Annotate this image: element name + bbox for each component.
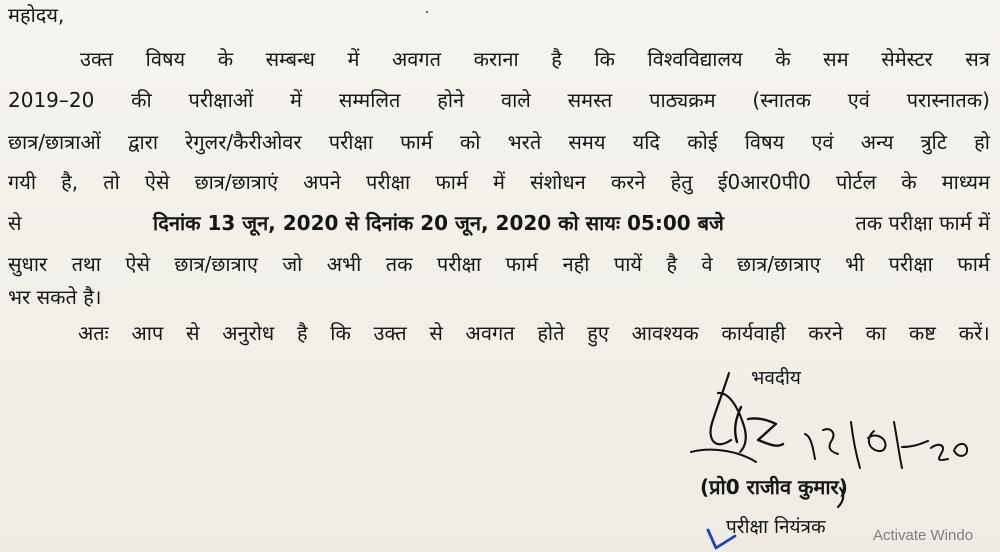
- body-line-1: उक्त विषय के सम्बन्ध में अवगत कराना है कि विश्वविद्यालय के सम सेमेस्टर सत्र: [80, 47, 990, 71]
- closing-text: भवदीय: [751, 367, 801, 389]
- signatory-designation: परीक्षा नियंत्रक: [726, 516, 826, 538]
- body-line-4: गयी है, तो ऐसे छात्र/छात्राएं अपने परीक्षा फार्म में संशोधन करने हेतु ई0आर0पी0 पोर्टल के माध्यम: [8, 170, 990, 194]
- request-line: अतः आप से अनुरोध है कि उक्त से अवगत होते हुए आवश्यक कार्यवाही करने का कष्ट करें।: [78, 321, 990, 345]
- windows-activation-watermark: Activate Windo: [873, 527, 974, 544]
- signatory-name: (प्रो0 राजीव कुमार): [700, 475, 848, 499]
- deadline-highlight: दिनांक 13 जून, 2020 से दिनांक 20 जून, 2020 को सायः 05:00 बजे: [153, 211, 724, 235]
- body-line-6: सुधार तथा ऐसे छात्र/छात्राए जो अभी तक परीक्षा फार्म नही पायें है वे छात्र/छात्राए भी परीक्षा फार्म: [8, 252, 990, 276]
- salutation: महोदय,: [8, 3, 65, 27]
- body-line-2: 2019–20 की परीक्षाओं में सम्मलित होने वाले समस्त पाठ्यक्रम (स्नातक एवं परास्नातक): [8, 88, 990, 112]
- body-line-5: से दिनांक 13 जून, 2020 से दिनांक 20 जून, 2020 को सायः 05:00 बजे तक परीक्षा फार्म में: [8, 211, 990, 235]
- body-line-7: भर सकते है।: [8, 285, 102, 309]
- body-line-3: छात्र/छात्राओं द्वारा रेगुलर/कैरीओवर परीक्षा फार्म को भरते समय यदि कोई विषय एवं अन्य त्रुटि हो: [8, 130, 990, 154]
